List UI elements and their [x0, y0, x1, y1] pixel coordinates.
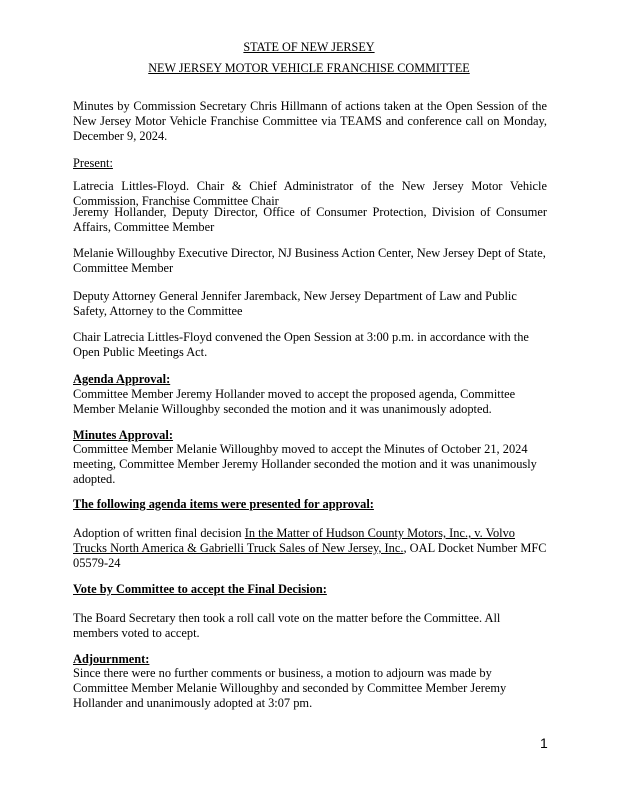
- agenda-approval-text: Committee Member Jeremy Hollander moved to accept the proposed agenda, Committee Member Melanie Willoughby seconded the motion and it was unanimously adopted.: [73, 387, 516, 416]
- present-heading-text: Present:: [73, 156, 113, 170]
- page-number: 1: [540, 735, 548, 751]
- case-title: In the Matter of Hudson County Motors, Inc., v. Volvo Trucks North America & Gabrielli Truck Sales of New Jersey, Inc.: [73, 526, 515, 555]
- present-member-chair: Latrecia Littles-Floyd. Chair & Chief Administrator of the New Jersey Motor Vehicle Commission, Franchise Committee Chair: [73, 179, 547, 208]
- agenda-item-prefix: Adoption of written final decision: [73, 526, 245, 540]
- minutes-approval-text: Committee Member Melanie Willoughby moved to accept the Minutes of October 21, 2024 meeting, Committee Member Jeremy Hollander seconded the motion and it was unanimously adopted.: [73, 442, 537, 486]
- adjournment-text: Since there were no further comments or business, a motion to adjourn was made by Committee Member Melanie Willoughby and seconded by Committee Member Jeremy Hollander and unanimously adopted at 3:07 pm.: [73, 666, 507, 710]
- present-member-willoughby: Melanie Willoughby Executive Director, NJ Business Action Center, New Jersey Dept of State, Committee Member: [73, 246, 546, 275]
- adjournment-heading: Adjournment:: [73, 652, 150, 666]
- convened-paragraph: Chair Latrecia Littles-Floyd convened the Open Session at 3:00 p.m. in accordance with the Open Public Meetings Act.: [73, 330, 529, 359]
- header-committee: NEW JERSEY MOTOR VEHICLE FRANCHISE COMMITTEE: [148, 61, 470, 75]
- agenda-approval-heading: Agenda Approval:: [73, 372, 171, 386]
- present-heading: [73, 156, 547, 171]
- header-state: STATE OF NEW JERSEY: [243, 40, 375, 54]
- agenda-item-docket: , OAL Docket Number MFC 05579-24: [73, 541, 547, 570]
- minutes-approval-heading: Minutes Approval:: [73, 428, 173, 442]
- intro-paragraph: Minutes by Commission Secretary Chris Hillmann of actions taken at the Open Session of the New Jersey Motor Vehicle Franchise Committee via TEAMS and conference call on Monday, December 9, 2024.: [73, 99, 547, 143]
- vote-text: The Board Secretary then took a roll call vote on the matter before the Committee. All members voted to accept.: [73, 611, 501, 640]
- agenda-items-heading: The following agenda items were presented for approval:: [73, 497, 374, 511]
- vote-heading: Vote by Committee to accept the Final Decision:: [73, 582, 327, 596]
- present-member-attorney: Deputy Attorney General Jennifer Jaremback, New Jersey Department of Law and Public Safety, Attorney to the Committee: [73, 289, 517, 318]
- agenda-item-decision: [73, 526, 547, 571]
- present-member-hollander: Jeremy Hollander, Deputy Director, Office of Consumer Protection, Division of Consumer Affairs, Committee Member: [73, 205, 547, 234]
